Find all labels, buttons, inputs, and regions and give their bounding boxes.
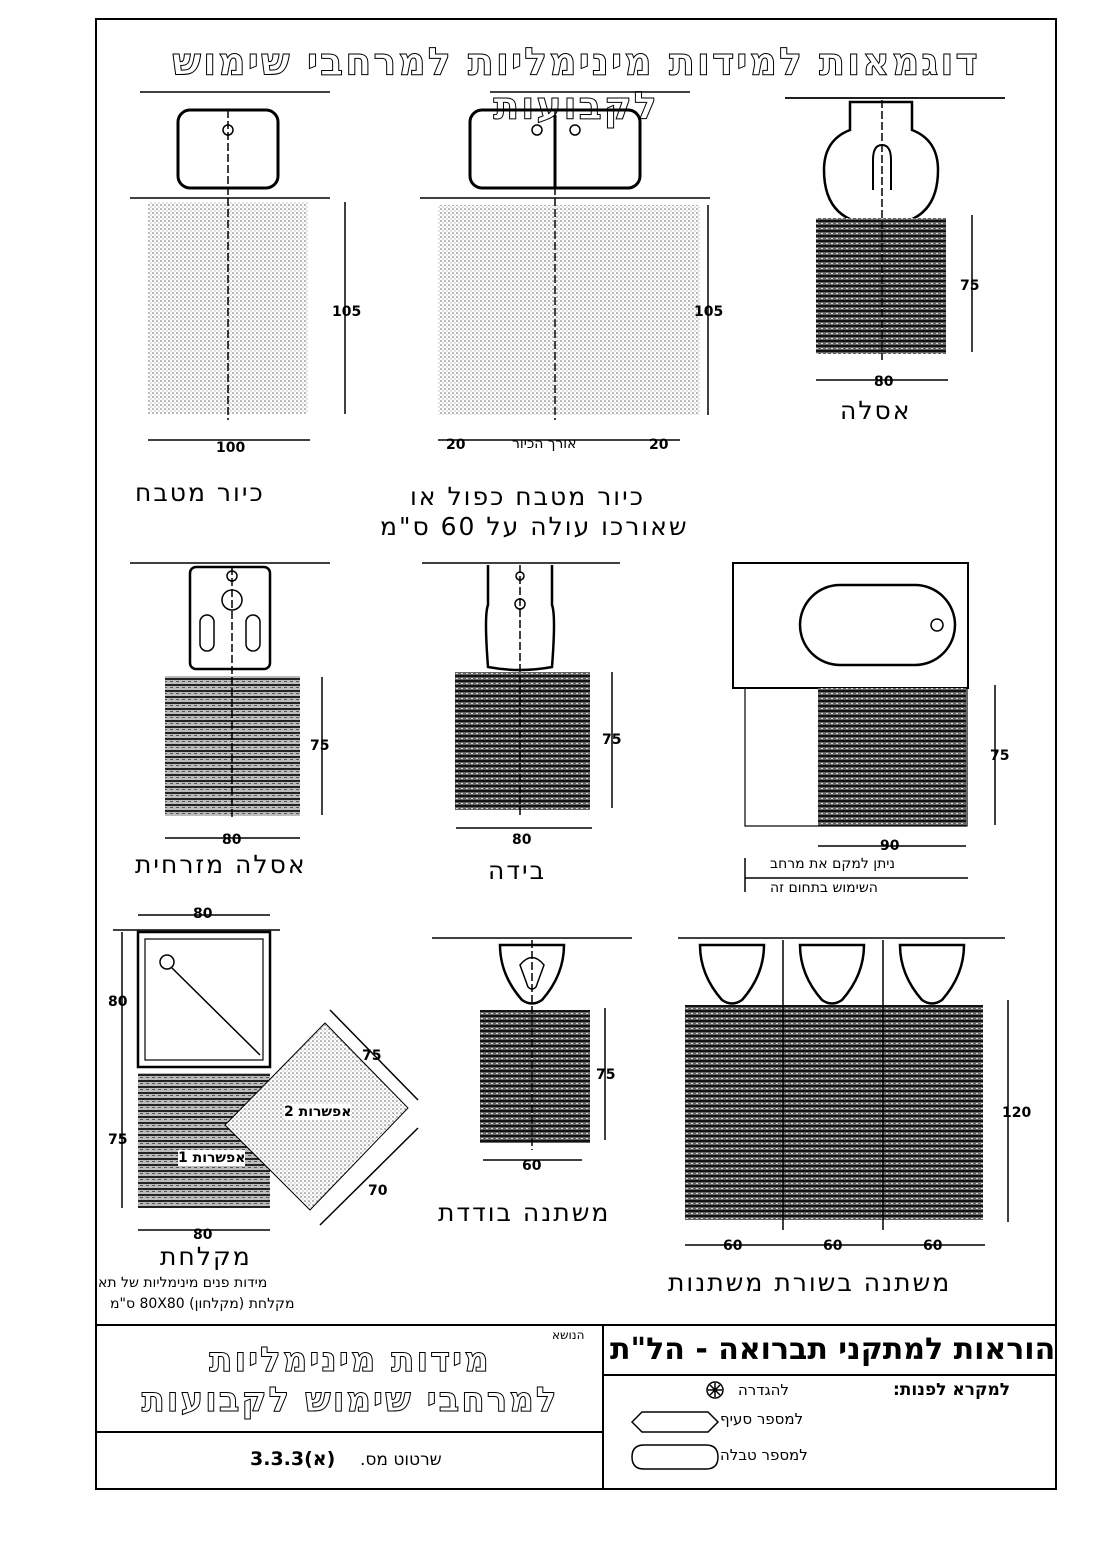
shower-note-line2: מקלחת (מקלחון) 80X80 ס"מ (110, 1296, 295, 1312)
eastern-toilet-width: 80 (222, 832, 242, 848)
eastern-toilet-label: אסלה מזרחית (135, 850, 307, 879)
toilet-width: 80 (874, 374, 894, 390)
single-urinal-depth: 75 (596, 1067, 616, 1083)
urinal-row-depth: 120 (1002, 1105, 1032, 1121)
toilet-depth: 75 (960, 278, 980, 294)
single-urinal-width: 60 (522, 1158, 542, 1174)
subject-line2: למרחבי שימוש לקבועות (141, 1380, 559, 1420)
double-sink-left-clearance: 20 (446, 437, 466, 453)
bathtub-note-line2: השימוש בתחום זה (770, 880, 878, 896)
shower-diagonal-b: 70 (368, 1183, 388, 1199)
double-sink-right-clearance: 20 (649, 437, 669, 453)
shower-side-upper: 80 (108, 994, 128, 1010)
urinal-row-width-3: 60 (923, 1238, 943, 1254)
kitchen-sink-width: 100 (216, 440, 246, 456)
bidet-width: 80 (512, 832, 532, 848)
drawing-number-label: שרטוט מס. (360, 1450, 442, 1470)
bathtub-note-line1: ניתן למקם את מרחב (770, 856, 896, 872)
page-title: דוגמאות למידות מינימליות למרחבי שימוש לקבועות (172, 40, 980, 128)
legend-definition: להגדרה (738, 1381, 789, 1399)
subject-tag: הנושא (552, 1328, 585, 1342)
double-sink-length-label: אורך הכיור (512, 436, 577, 452)
bidet-label: בידה (488, 856, 547, 885)
shower-note-line1: מידות פנים מינימליות של תא (98, 1275, 268, 1291)
double-sink-label-line2: שאורכו עולה על 60 ס"מ (380, 512, 689, 541)
shower-bottom-width: 80 (193, 1227, 213, 1243)
single-urinal-label: משתנה בודדת (438, 1198, 611, 1227)
kitchen-sink-depth: 105 (332, 304, 362, 320)
bathtub-depth: 75 (990, 748, 1010, 764)
bidet-depth: 75 (602, 732, 622, 748)
shower-option-1: אפשרות 1 (178, 1150, 246, 1166)
eastern-toilet-depth: 75 (310, 738, 330, 754)
double-sink-depth: 105 (694, 304, 724, 320)
urinal-row-width-2: 60 (823, 1238, 843, 1254)
legend-section: למספר סעיף (720, 1410, 804, 1428)
kitchen-sink-label: כיור מטבח (135, 478, 265, 507)
bathtub-width: 90 (880, 838, 900, 854)
urinal-row-label: משתנה בשורת משתנות (668, 1268, 952, 1297)
legend-title: למקרא לפנות: (893, 1380, 1011, 1400)
toilet-label: אסלה (840, 396, 912, 425)
legend-table: למספר טבלה (720, 1446, 808, 1464)
double-sink-label-line1: כיור מטבח כפול או (410, 482, 645, 511)
shower-top-width: 80 (193, 906, 213, 922)
subject-line1: מידות מינימליות (209, 1340, 491, 1380)
drawing-number: 3.3.3(א) (250, 1448, 336, 1470)
urinal-row-width-1: 60 (723, 1238, 743, 1254)
shower-diagonal-a: 75 (362, 1048, 382, 1064)
document-title: הוראות למתקני תברואה - הל"ת (610, 1332, 1056, 1367)
shower-label: מקלחת (160, 1242, 252, 1271)
shower-option-2: אפשרות 2 (284, 1104, 352, 1120)
shower-side-lower: 75 (108, 1132, 128, 1148)
